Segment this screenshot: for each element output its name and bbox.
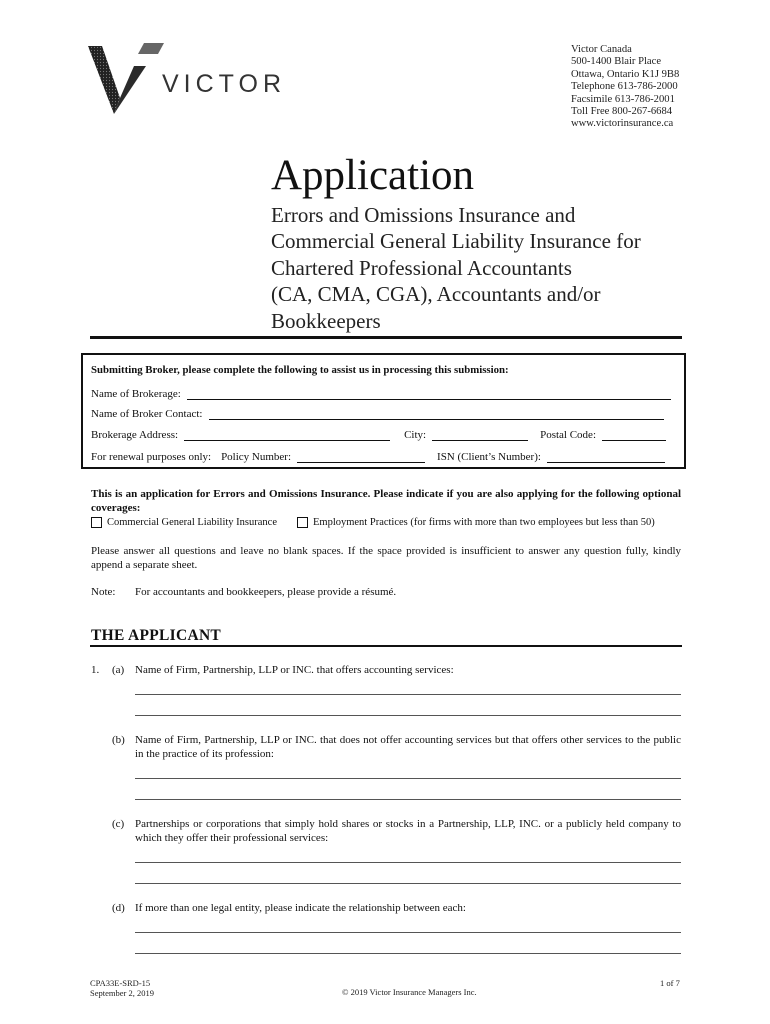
question-d-answer-line[interactable] [135, 932, 681, 933]
question-a-answer-line[interactable] [135, 694, 681, 695]
question-c-letter: (c) [112, 818, 125, 830]
question-b-letter: (b) [112, 734, 125, 746]
coverage-employment-option[interactable] [297, 517, 655, 528]
cgl-checkbox[interactable] [91, 517, 102, 528]
coverage-cgl-option[interactable] [91, 517, 277, 528]
broker-contact-row [91, 408, 664, 420]
brokerage-address-row [91, 429, 666, 441]
section-divider [90, 645, 682, 647]
broker-contact-label: Name of Broker Contact: [91, 408, 203, 420]
footer-page-number: 1 of 7 [660, 978, 680, 988]
question-a-text: Name of Firm, Partnership, LLP or INC. that offers accounting services: [135, 664, 454, 676]
brokerage-address-label: Brokerage Address: [91, 429, 179, 441]
city-field[interactable] [432, 429, 528, 441]
coverage-options [91, 517, 655, 528]
question-a-answer-line[interactable] [135, 715, 681, 716]
brokerage-name-field[interactable] [187, 388, 671, 400]
coverage-intro [91, 488, 681, 515]
question-c-answer-line[interactable] [135, 883, 681, 884]
page-subtitle [271, 202, 691, 334]
address-line: Toll Free 800-267-6684 [571, 106, 673, 118]
subtitle-line: (CA, CMA, CGA), Accountants and/or [271, 282, 601, 307]
city-label: City: [404, 429, 427, 441]
address-line: Telephone 613-786-2000 [571, 81, 678, 93]
address-line: Victor Canada [571, 44, 632, 55]
question-d-answer-line[interactable] [135, 953, 681, 954]
renewal-label: For renewal purposes only: [91, 451, 212, 463]
address-line: Facsimile 613-786-2001 [571, 93, 675, 105]
subtitle-line: Errors and Omissions Insurance and [271, 203, 576, 227]
question-c-text: Partnerships or corporations that simply hold shares or stocks in a Partnership, LLP, INC. or a publicly held company to which they offer their professional services: [135, 818, 681, 844]
brokerage-address-field[interactable] [184, 429, 390, 441]
isn-field[interactable] [547, 451, 665, 463]
brokerage-name-label: Name of Brokerage: [91, 388, 181, 400]
address-website: www.victorinsurance.ca [571, 118, 674, 130]
footer-form-code: CPA33E-SRD-15 [90, 978, 151, 988]
subtitle-line: Commercial General Liability Insurance for [271, 229, 641, 254]
employment-checkbox[interactable] [297, 517, 308, 528]
question-d-letter: (d) [112, 902, 125, 914]
policy-number-field[interactable] [297, 451, 425, 463]
victor-v-logo-icon [84, 40, 164, 120]
address-line: Ottawa, Ontario K1J 9B8 [571, 68, 680, 80]
postal-code-field[interactable] [602, 429, 666, 441]
question-b-answer-line[interactable] [135, 778, 681, 779]
broker-heading: Submitting Broker, please complete the following to assist us in processing this submission: [91, 364, 509, 376]
cgl-label: Commercial General Liability Insurance [107, 517, 277, 528]
instructions-paragraph: Please answer all questions and leave no blank spaces. If the space provided is insufficient to answer any question fully, kindly append a separate sheet. [91, 545, 681, 571]
question-d-text: If more than one legal entity, please indicate the relationship between each: [135, 902, 466, 914]
page-title: Application [271, 152, 475, 199]
employment-label: Employment Practices (for firms with more than two employees but less than 50) [312, 517, 655, 528]
question-number: 1. [91, 664, 100, 676]
broker-info-box [81, 353, 686, 469]
company-address [571, 44, 679, 131]
footer-form-info [90, 978, 154, 998]
policy-number-label: Policy Number: [221, 451, 292, 463]
victor-logo [84, 40, 284, 120]
isn-label: ISN (Client’s Number): [437, 451, 541, 463]
note [91, 586, 396, 598]
question-b-answer-line[interactable] [135, 799, 681, 800]
logo-wordmark: VICTOR [162, 70, 286, 98]
section-heading: THE APPLICANT [91, 627, 222, 644]
broker-contact-field[interactable] [209, 408, 664, 420]
subtitle-line: Bookkeepers [271, 308, 381, 333]
question-b-text: Name of Firm, Partnership, LLP or INC. that does not offer accounting services but that offers other services to the public in the practice of its profession: [135, 734, 681, 760]
footer-copyright: © 2019 Victor Insurance Managers Inc. [342, 987, 477, 997]
footer-date: September 2, 2019 [90, 988, 154, 998]
title-divider [90, 336, 682, 339]
brokerage-name-row [91, 388, 671, 400]
note-text: For accountants and bookkeepers, please provide a résumé. [135, 586, 397, 598]
note-label: Note: [91, 586, 116, 598]
subtitle-line: Chartered Professional Accountants [271, 255, 572, 280]
question-c-answer-line[interactable] [135, 862, 681, 863]
address-line: 500-1400 Blair Place [571, 56, 662, 68]
postal-code-label: Postal Code: [540, 429, 596, 441]
coverage-intro-text: This is an application for Errors and Omissions Insurance. Please indicate if you are also applying for the following optional coverages: [91, 488, 681, 514]
question-a-letter: (a) [112, 664, 125, 676]
renewal-row [91, 451, 665, 463]
